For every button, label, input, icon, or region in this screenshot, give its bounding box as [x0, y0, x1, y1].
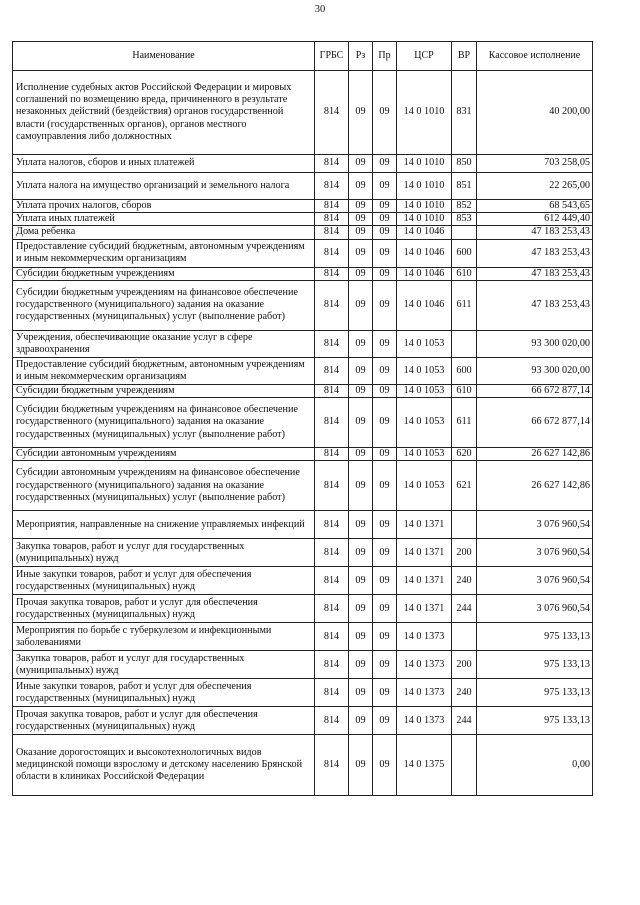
cell-vr: 610: [452, 384, 477, 397]
table-row: [13, 155, 593, 173]
cell-grbs: 814: [315, 239, 349, 267]
table-row: [13, 679, 593, 707]
cell-rz: 09: [349, 448, 373, 461]
cell-rz: 09: [349, 226, 373, 239]
cell-rz: 09: [349, 511, 373, 539]
cell-vr: 240: [452, 679, 477, 707]
cell-sum: 40 200,00: [477, 71, 593, 155]
cell-vr: [452, 226, 477, 239]
cell-sum: 93 300 020,00: [477, 357, 593, 384]
cell-grbs: 814: [315, 595, 349, 623]
cell-name: Предоставление субсидий бюджетным, автономным учреждениям и иным некоммерческим организациям: [13, 357, 315, 384]
cell-vr: 852: [452, 200, 477, 213]
cell-name: Иные закупки товаров, работ и услуг для обеспечения государственных (муниципальных) нужд: [13, 567, 315, 595]
cell-name: Иные закупки товаров, работ и услуг для обеспечения государственных (муниципальных) нужд: [13, 679, 315, 707]
cell-sum: 3 076 960,54: [477, 539, 593, 567]
cell-pr: 09: [373, 735, 397, 796]
cell-pr: 09: [373, 567, 397, 595]
cell-pr: 09: [373, 384, 397, 397]
header-row: [13, 42, 593, 71]
cell-sum: 68 543,65: [477, 200, 593, 213]
cell-grbs: 814: [315, 173, 349, 200]
table-row: [13, 735, 593, 796]
cell-csr: 14 0 1046: [397, 267, 452, 280]
table-row: [13, 707, 593, 735]
table-row: [13, 71, 593, 155]
cell-sum: 66 672 877,14: [477, 384, 593, 397]
cell-vr: 851: [452, 173, 477, 200]
cell-rz: 09: [349, 398, 373, 448]
cell-rz: 09: [349, 357, 373, 384]
cell-vr: 244: [452, 595, 477, 623]
cell-rz: 09: [349, 539, 373, 567]
cell-csr: 14 0 1053: [397, 448, 452, 461]
cell-sum: 975 133,13: [477, 651, 593, 679]
table-row: [13, 567, 593, 595]
cell-name: Уплата иных платежей: [13, 213, 315, 226]
cell-rz: 09: [349, 461, 373, 511]
cell-sum: 0,00: [477, 735, 593, 796]
cell-csr: 14 0 1373: [397, 623, 452, 651]
header-name: Наименование: [13, 42, 315, 71]
cell-sum: 47 183 253,43: [477, 267, 593, 280]
header-csr: ЦСР: [397, 42, 452, 71]
cell-name: Субсидии автономным учреждениям на финансовое обеспечение государственного (муниципального) задания на оказание государственных (муниципальных) услуг (выполнение работ): [13, 461, 315, 511]
cell-pr: 09: [373, 71, 397, 155]
cell-grbs: 814: [315, 200, 349, 213]
cell-vr: 611: [452, 398, 477, 448]
cell-sum: 26 627 142,86: [477, 448, 593, 461]
cell-sum: 612 449,40: [477, 213, 593, 226]
cell-grbs: 814: [315, 330, 349, 357]
cell-grbs: 814: [315, 384, 349, 397]
cell-sum: 3 076 960,54: [477, 567, 593, 595]
cell-vr: 621: [452, 461, 477, 511]
cell-csr: 14 0 1373: [397, 651, 452, 679]
budget-table: [12, 41, 593, 796]
cell-name: Субсидии бюджетным учреждениям на финансовое обеспечение государственного (муниципального) задания на оказание государственных (муниципальных) услуг (выполнение работ): [13, 398, 315, 448]
table-row: [13, 511, 593, 539]
cell-pr: 09: [373, 448, 397, 461]
cell-grbs: 814: [315, 679, 349, 707]
cell-rz: 09: [349, 213, 373, 226]
cell-vr: 240: [452, 567, 477, 595]
cell-vr: 200: [452, 651, 477, 679]
cell-csr: 14 0 1371: [397, 511, 452, 539]
cell-vr: [452, 511, 477, 539]
cell-grbs: 814: [315, 357, 349, 384]
cell-grbs: 814: [315, 71, 349, 155]
cell-grbs: 814: [315, 226, 349, 239]
cell-name: Оказание дорогостоящих и высокотехнологичных видов медицинской помощи взрослому и детскому населению Брянской области в клиниках Российской Федерации: [13, 735, 315, 796]
cell-rz: 09: [349, 735, 373, 796]
table-row: [13, 384, 593, 397]
cell-sum: 703 258,05: [477, 155, 593, 173]
cell-name: Учреждения, обеспечивающие оказание услуг в сфере здравоохранения: [13, 330, 315, 357]
cell-csr: 14 0 1371: [397, 539, 452, 567]
cell-sum: 47 183 253,43: [477, 280, 593, 330]
cell-grbs: 814: [315, 511, 349, 539]
cell-vr: 610: [452, 267, 477, 280]
cell-csr: 14 0 1371: [397, 567, 452, 595]
cell-csr: 14 0 1371: [397, 595, 452, 623]
cell-grbs: 814: [315, 398, 349, 448]
cell-csr: 14 0 1010: [397, 155, 452, 173]
cell-csr: 14 0 1373: [397, 679, 452, 707]
cell-rz: 09: [349, 595, 373, 623]
header-vr: ВР: [452, 42, 477, 71]
cell-rz: 09: [349, 239, 373, 267]
cell-vr: 600: [452, 357, 477, 384]
cell-sum: 26 627 142,86: [477, 461, 593, 511]
cell-csr: 14 0 1046: [397, 280, 452, 330]
cell-pr: 09: [373, 357, 397, 384]
cell-pr: 09: [373, 155, 397, 173]
cell-pr: 09: [373, 173, 397, 200]
cell-grbs: 814: [315, 623, 349, 651]
cell-grbs: 814: [315, 567, 349, 595]
cell-name: Уплата налогов, сборов и иных платежей: [13, 155, 315, 173]
cell-pr: 09: [373, 330, 397, 357]
cell-grbs: 814: [315, 213, 349, 226]
cell-sum: 93 300 020,00: [477, 330, 593, 357]
header-grbs: ГРБС: [315, 42, 349, 71]
cell-rz: 09: [349, 173, 373, 200]
table-body: [13, 71, 593, 796]
table-row: [13, 173, 593, 200]
cell-csr: 14 0 1010: [397, 173, 452, 200]
header-pr: Пр: [373, 42, 397, 71]
page-number: 30: [314, 4, 326, 15]
cell-rz: 09: [349, 567, 373, 595]
cell-rz: 09: [349, 267, 373, 280]
cell-rz: 09: [349, 200, 373, 213]
cell-pr: 09: [373, 707, 397, 735]
cell-csr: 14 0 1053: [397, 357, 452, 384]
cell-rz: 09: [349, 623, 373, 651]
cell-pr: 09: [373, 461, 397, 511]
header-rz: Рз: [349, 42, 373, 71]
cell-sum: 975 133,13: [477, 679, 593, 707]
table-row: [13, 213, 593, 226]
cell-pr: 09: [373, 651, 397, 679]
cell-csr: 14 0 1053: [397, 461, 452, 511]
cell-vr: 620: [452, 448, 477, 461]
cell-vr: 850: [452, 155, 477, 173]
cell-pr: 09: [373, 623, 397, 651]
cell-vr: [452, 735, 477, 796]
cell-csr: 14 0 1010: [397, 213, 452, 226]
cell-grbs: 814: [315, 267, 349, 280]
table-row: [13, 623, 593, 651]
cell-grbs: 814: [315, 280, 349, 330]
header-sum: Кассовое исполнение: [477, 42, 593, 71]
cell-pr: 09: [373, 398, 397, 448]
cell-rz: 09: [349, 330, 373, 357]
cell-rz: 09: [349, 280, 373, 330]
table-row: [13, 357, 593, 384]
cell-vr: [452, 330, 477, 357]
cell-name: Мероприятия по борьбе с туберкулезом и инфекционными заболеваниями: [13, 623, 315, 651]
cell-sum: 975 133,13: [477, 707, 593, 735]
cell-grbs: 814: [315, 539, 349, 567]
cell-name: Дома ребенка: [13, 226, 315, 239]
table-row: [13, 226, 593, 239]
cell-name: Субсидии бюджетным учреждениям: [13, 267, 315, 280]
cell-rz: 09: [349, 384, 373, 397]
cell-sum: 975 133,13: [477, 623, 593, 651]
cell-pr: 09: [373, 595, 397, 623]
table-row: [13, 651, 593, 679]
cell-pr: 09: [373, 267, 397, 280]
cell-csr: 14 0 1010: [397, 71, 452, 155]
table-row: [13, 448, 593, 461]
cell-name: Субсидии автономным учреждениям: [13, 448, 315, 461]
cell-grbs: 814: [315, 155, 349, 173]
cell-name: Субсидии бюджетным учреждениям на финансовое обеспечение государственного (муниципального) задания на оказание государственных (муниципальных) услуг (выполнение работ): [13, 280, 315, 330]
cell-grbs: 814: [315, 448, 349, 461]
table-header: [13, 42, 593, 71]
cell-vr: 853: [452, 213, 477, 226]
cell-rz: 09: [349, 71, 373, 155]
cell-pr: 09: [373, 200, 397, 213]
cell-rz: 09: [349, 707, 373, 735]
cell-pr: 09: [373, 239, 397, 267]
cell-name: Прочая закупка товаров, работ и услуг для обеспечения государственных (муниципальных) нужд: [13, 707, 315, 735]
cell-vr: 600: [452, 239, 477, 267]
cell-rz: 09: [349, 679, 373, 707]
cell-pr: 09: [373, 511, 397, 539]
cell-csr: 14 0 1053: [397, 384, 452, 397]
cell-pr: 09: [373, 213, 397, 226]
cell-name: Закупка товаров, работ и услуг для государственных (муниципальных) нужд: [13, 651, 315, 679]
cell-csr: 14 0 1046: [397, 226, 452, 239]
cell-grbs: 814: [315, 707, 349, 735]
cell-sum: 66 672 877,14: [477, 398, 593, 448]
table-row: [13, 200, 593, 213]
cell-vr: 200: [452, 539, 477, 567]
cell-pr: 09: [373, 679, 397, 707]
cell-pr: 09: [373, 226, 397, 239]
cell-sum: 47 183 253,43: [477, 226, 593, 239]
cell-csr: 14 0 1010: [397, 200, 452, 213]
cell-name: Субсидии бюджетным учреждениям: [13, 384, 315, 397]
cell-csr: 14 0 1373: [397, 707, 452, 735]
cell-name: Исполнение судебных актов Российской Федерации и мировых соглашений по возмещению вреда, причиненного в результате незаконных действий (бездействия) органов государственной власти (государственных органов), органов местного самоуправления либо должностных: [13, 71, 315, 155]
cell-name: Уплата налога на имущество организаций и земельного налога: [13, 173, 315, 200]
cell-vr: [452, 623, 477, 651]
cell-grbs: 814: [315, 461, 349, 511]
table-row: [13, 267, 593, 280]
cell-sum: 3 076 960,54: [477, 595, 593, 623]
cell-rz: 09: [349, 155, 373, 173]
cell-grbs: 814: [315, 735, 349, 796]
cell-csr: 14 0 1375: [397, 735, 452, 796]
table-row: [13, 461, 593, 511]
cell-vr: 831: [452, 71, 477, 155]
cell-rz: 09: [349, 651, 373, 679]
cell-vr: 244: [452, 707, 477, 735]
cell-csr: 14 0 1053: [397, 330, 452, 357]
table-row: [13, 595, 593, 623]
cell-name: Закупка товаров, работ и услуг для государственных (муниципальных) нужд: [13, 539, 315, 567]
cell-name: Прочая закупка товаров, работ и услуг для обеспечения государственных (муниципальных) нужд: [13, 595, 315, 623]
table-row: [13, 280, 593, 330]
cell-sum: 47 183 253,43: [477, 239, 593, 267]
cell-sum: 22 265,00: [477, 173, 593, 200]
table-row: [13, 398, 593, 448]
cell-csr: 14 0 1046: [397, 239, 452, 267]
cell-pr: 09: [373, 280, 397, 330]
cell-name: Мероприятия, направленные на снижение управляемых инфекций: [13, 511, 315, 539]
table-row: [13, 539, 593, 567]
table-row: [13, 330, 593, 357]
cell-pr: 09: [373, 539, 397, 567]
cell-grbs: 814: [315, 651, 349, 679]
cell-csr: 14 0 1053: [397, 398, 452, 448]
cell-sum: 3 076 960,54: [477, 511, 593, 539]
table-row: [13, 239, 593, 267]
cell-name: Предоставление субсидий бюджетным, автономным учреждениям и иным некоммерческим организациям: [13, 239, 315, 267]
cell-name: Уплата прочих налогов, сборов: [13, 200, 315, 213]
cell-vr: 611: [452, 280, 477, 330]
